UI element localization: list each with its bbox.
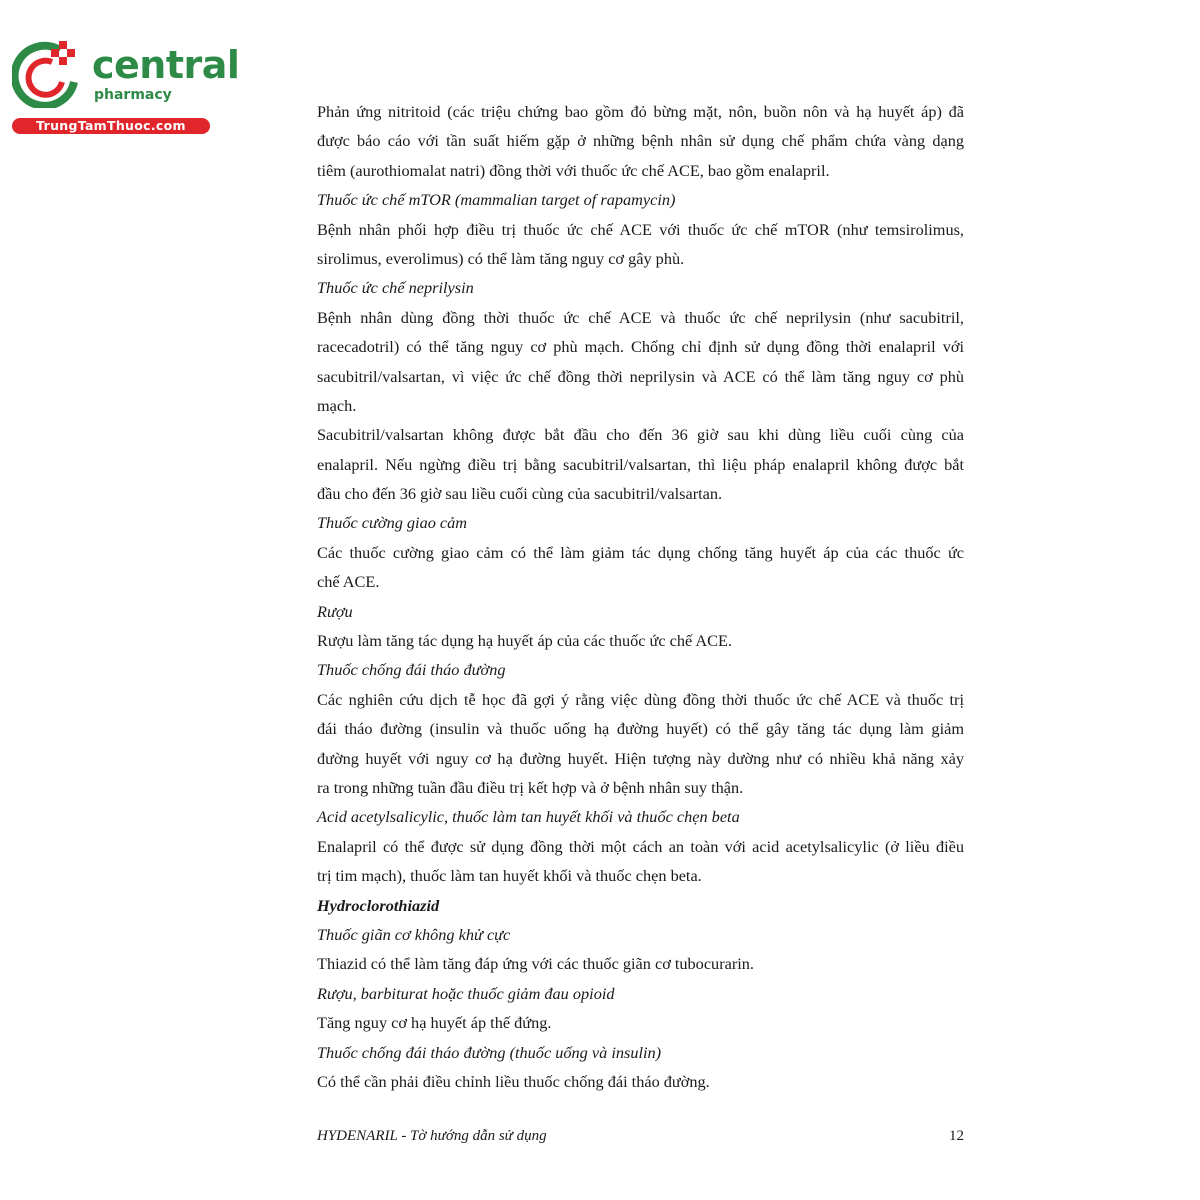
- central-pharmacy-logo: [10, 38, 240, 138]
- paragraph-line: racecadotril) có thể tăng nguy cơ phù mạch. Chống chỉ định sử dụng đồng thời enalapril với: [317, 337, 964, 357]
- paragraph-line: Các nghiên cứu dịch tễ học đã gợi ý rằng việc dùng đồng thời thuốc ức chế ACE và thuốc trị: [317, 689, 964, 709]
- paragraph-line: đầu cho đến 36 giờ sau liều cuối cùng của sacubitril/valsartan.: [317, 484, 723, 504]
- paragraph-line: Phản ứng nitritoid (các triệu chứng bao gồm đỏ bừng mặt, nôn, buồn nôn và hạ huyết áp) đã: [317, 102, 964, 121]
- paragraph-line: Bệnh nhân phối hợp điều trị thuốc ức chế ACE với thuốc ức chế mTOR (như temsirolimus,: [317, 219, 964, 239]
- paragraph-line: tiêm (aurothiomalat natri) đồng thời với thuốc ức chế ACE, bao gồm enalapril.: [317, 160, 830, 180]
- section-subheading: Acid acetylsalicylic, thuốc làm tan huyết khối và thuốc chẹn beta: [317, 807, 740, 827]
- paragraph-line: đái tháo đường (insulin và thuốc uống hạ đường huyết) có thể gây tăng tác dụng làm giảm: [317, 719, 964, 739]
- paragraph-line: Các thuốc cường giao cảm có thể làm giảm tác dụng chống tăng huyết áp của các thuốc ức: [317, 542, 964, 562]
- paragraph-line: Tăng nguy cơ hạ huyết áp thế đứng.: [317, 1013, 552, 1033]
- page-number: 12: [949, 1128, 964, 1144]
- paragraph-line: Bệnh nhân dùng đồng thời thuốc ức chế ACE và thuốc ức chế neprilysin (như sacubitril,: [317, 307, 964, 327]
- section-subheading: Thuốc giãn cơ không khử cực: [317, 924, 511, 944]
- paragraph-line: chế ACE.: [317, 572, 380, 592]
- paragraph-line: sirolimus, everolimus) có thể làm tăng nguy cơ gây phù.: [317, 248, 685, 268]
- paragraph-line: Sacubitril/valsartan không được bắt đầu cho đến 36 giờ sau khi dùng liều cuối cùng của: [317, 425, 964, 445]
- section-subheading: Thuốc chống đái tháo đường (thuốc uống và insulin): [317, 1042, 662, 1062]
- logo-site-banner: TrungTamThuoc.com: [12, 118, 210, 134]
- footer-document-title: HYDENARIL - Tờ hướng dẫn sử dụng: [317, 1128, 547, 1144]
- logo-sub-text: pharmacy: [94, 87, 172, 103]
- pharmacy-cross-logo-icon: [12, 38, 82, 108]
- paragraph-line: trị tim mạch), thuốc làm tan huyết khối và thuốc chẹn beta.: [317, 866, 702, 886]
- paragraph-line: đường huyết với nguy cơ hạ đường huyết. Hiện tượng này dường như có nhiều khả năng xảy: [317, 748, 964, 768]
- paragraph-line: Có thể cần phải điều chỉnh liều thuốc chống đái tháo đường.: [317, 1071, 710, 1091]
- paragraph-line: sacubitril/valsartan, vì việc ức chế đồng thời neprilysin và ACE có thể làm tăng nguy cơ phù: [317, 366, 964, 386]
- document-body: [317, 97, 964, 1096]
- paragraph-line: ra trong những tuần đầu điều trị kết hợp và ở bệnh nhân suy thận.: [317, 777, 744, 797]
- section-subheading: Thuốc chống đái tháo đường: [317, 660, 506, 680]
- section-heading: Hydroclorothiazid: [317, 895, 440, 915]
- section-subheading: Rượu: [317, 601, 353, 621]
- logo-brand-text: central: [92, 43, 240, 87]
- paragraph-line: Thiazid có thể làm tăng đáp ứng với các thuốc giãn cơ tubocurarin.: [317, 954, 754, 974]
- paragraph-line: enalapril. Nếu ngừng điều trị bằng sacubitril/valsartan, thì liệu pháp enalapril không được bắt: [317, 454, 964, 474]
- paragraph-line: được báo cáo với tần suất hiếm gặp ở những bệnh nhân sử dụng chế phẩm chứa vàng dạng: [317, 131, 964, 151]
- paragraph-line: mạch.: [317, 395, 357, 415]
- paragraph-line: Enalapril có thể được sử dụng đồng thời một cách an toàn với acid acetylsalicylic (ở liều điều: [317, 836, 964, 856]
- page-footer: [317, 1128, 964, 1145]
- paragraph-line: Rượu làm tăng tác dụng hạ huyết áp của các thuốc ức chế ACE.: [317, 631, 733, 651]
- section-subheading: Thuốc cường giao cảm: [317, 513, 468, 533]
- section-subheading: Rượu, barbiturat hoặc thuốc giảm đau opioid: [317, 983, 615, 1003]
- section-subheading: Thuốc ức chế neprilysin: [317, 278, 474, 298]
- section-subheading: Thuốc ức chế mTOR (mammalian target of rapamycin): [317, 190, 676, 210]
